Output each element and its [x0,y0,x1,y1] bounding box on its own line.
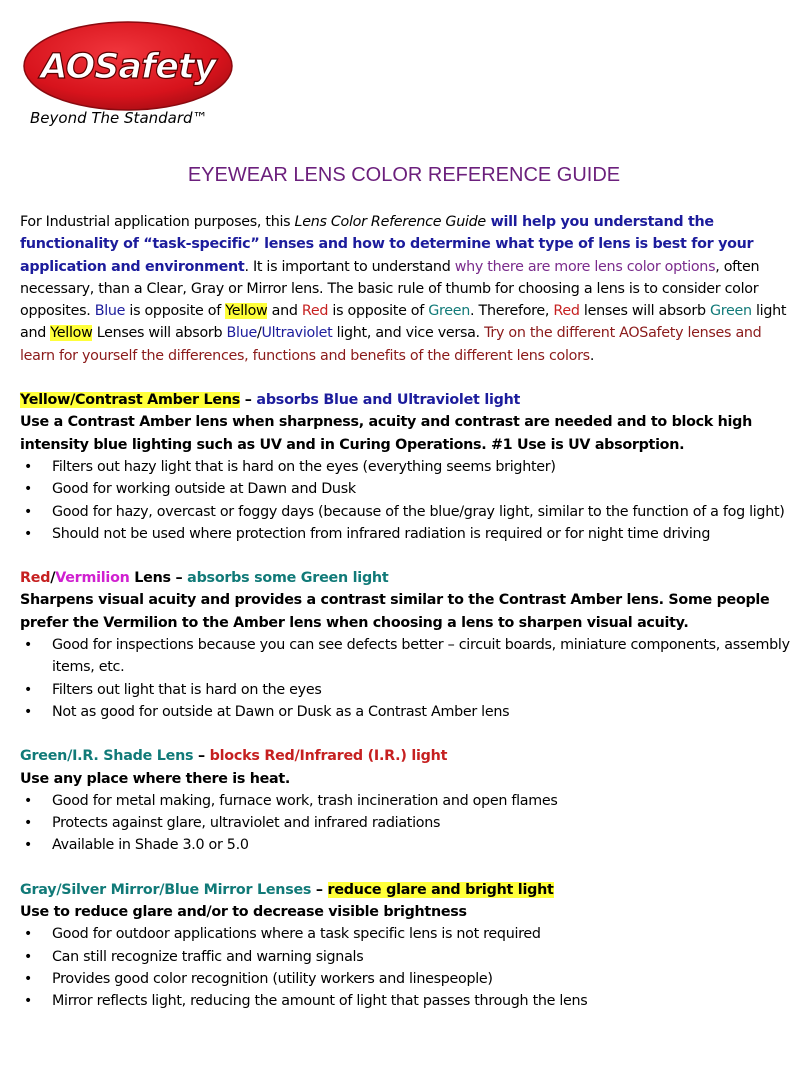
bullet-list [20,790,800,857]
list-item: • Good for inspections because you can see defects better – circuit boards, miniature components, assembly items, etc. [20,634,800,679]
intro-paragraph [20,211,800,367]
color-word-green: Green [709,303,752,320]
lens-function: absorbs Blue and Ultraviolet light [256,392,521,409]
list-item: • Good for metal making, furnace work, trash incineration and open flames [20,790,800,812]
intro-text: / [256,325,262,342]
color-word-green: Green [428,303,471,320]
list-item: • Protects against glare, ultraviolet and infrared radiations [20,812,800,834]
guide-name: Lens Color Reference Guide [294,214,486,230]
lens-name: Green/I.R. Shade Lens [20,748,194,765]
intro-callout: Try on the different AOSafety lenses and learn for yourself the differences, functions and benefits of the different lens colors [20,325,762,364]
heading-dash: – [170,570,188,587]
section-green [20,745,800,856]
lens-function: reduce glare and bright light [327,881,554,898]
list-item: • Filters out light that is hard on the eyes [20,679,800,701]
list-item: • Good for outdoor applications where a task specific lens is not required [20,923,800,945]
color-word-yellow: Yellow [50,325,93,342]
list-item: • Not as good for outside at Dawn or Dusk as a Contrast Amber lens [20,701,800,723]
section-red [20,567,800,723]
intro-text: is opposite of [125,303,226,320]
color-word-blue: Blue [94,303,126,320]
lens-function: absorbs some Green light [187,570,389,587]
intro-text: . It is important to understand [244,258,455,275]
color-word-yellow: Yellow [225,303,268,320]
color-word-red: Red [301,303,329,320]
bullet-list [20,456,800,545]
intro-text: , often necessary, than a Clear, Gray or Mirror lens. The basic rule of thumb for choosing a lens is to consider color opposites. [20,258,760,320]
list-item: • Provides good color recognition (utility workers and linespeople) [20,968,800,990]
section-heading [20,745,800,767]
color-word-ultraviolet: Ultraviolet [261,325,333,342]
section-lead: Use to reduce glare and/or to decrease visible brightness [20,904,467,921]
tagline: Beyond The Standard™ [30,109,208,127]
intro-text: light and [20,303,787,342]
color-word-red: Red [553,303,580,320]
lens-name: Yellow/Contrast Amber Lens [20,392,241,409]
color-word-blue: Blue [226,325,257,342]
list-item: • Can still recognize traffic and warning signals [20,946,800,968]
heading-dash: – [193,748,210,765]
list-item: • Should not be used where protection from infrared radiation is required or for night time driving [20,523,800,545]
aosafety-logo [22,20,234,112]
page-title: EYEWEAR LENS COLOR REFERENCE GUIDE [187,164,621,186]
intro-text: light, and vice versa. [332,325,485,342]
list-item: • Mirror reflects light, reducing the amount of light that passes through the lens [20,990,800,1012]
intro-text: Lenses will absorb [92,325,227,342]
heading-slash: / [50,570,56,587]
bullet-list [20,923,800,1012]
document-body [20,211,800,1013]
section-amber [20,389,800,545]
heading-dash: – [240,392,257,409]
section-lead: Sharpens visual acuity and provides a contrast similar to the Contrast Amber lens. Some people prefer the Vermilion to the Amber lens when choosing a lens to sharpen visual acuity. [20,592,770,631]
logo-text: AOSafety [40,47,216,87]
lens-name: Lens [129,570,171,587]
lens-name: Red [20,570,51,587]
lens-name: Vermilion [55,570,130,587]
intro-text: . [589,347,595,364]
list-item: • Good for hazy, overcast or foggy days (because of the blue/gray light, similar to the function of a fog light) [20,501,800,523]
list-item: • Good for working outside at Dawn and Dusk [20,478,800,500]
intro-text: is opposite of [328,303,429,320]
intro-emphasis: will help you understand the functionality of “task-specific” lenses and how to determine what type of lens is best for your application and environment [20,214,754,275]
intro-text: and [267,303,302,320]
heading-dash: – [311,881,328,898]
lens-function: blocks Red/Infrared (I.R.) light [209,748,448,765]
intro-text: . Therefore, [470,303,554,320]
section-lead: Use any place where there is heat. [20,770,291,787]
list-item: • Available in Shade 3.0 or 5.0 [20,834,800,856]
section-heading [20,389,800,411]
section-gray [20,879,800,1013]
bullet-list [20,634,800,723]
intro-text: For Industrial application purposes, this [20,214,295,230]
intro-emphasis: why there are more lens color options [454,258,716,275]
lens-name: Gray/Silver Mirror/Blue Mirror Lenses [20,881,312,898]
list-item: • Filters out hazy light that is hard on the eyes (everything seems brighter) [20,456,800,478]
section-heading [20,567,800,589]
intro-text: lenses will absorb [579,303,710,320]
section-lead: Use a Contrast Amber lens when sharpness, acuity and contrast are needed and to block high intensity blue lighting such as UV and in Curing Operations. #1 Use is UV absorption. [20,414,752,453]
section-heading [20,879,800,901]
